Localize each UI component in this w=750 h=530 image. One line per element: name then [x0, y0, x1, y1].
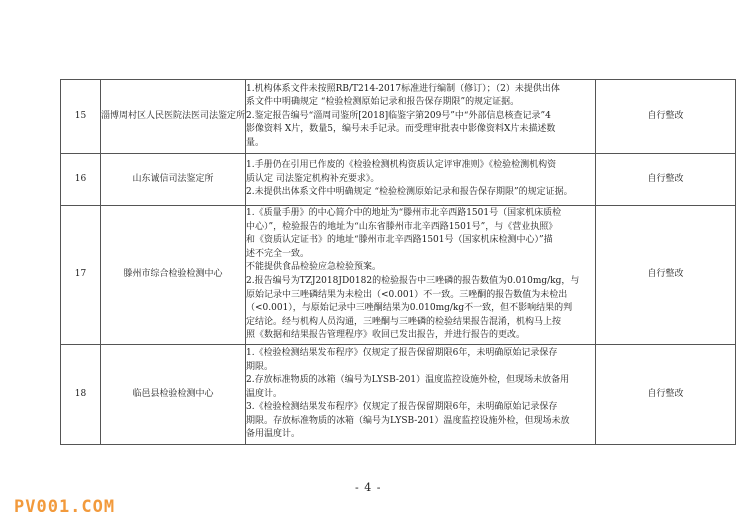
issue-line: 影像资料 X片，数量5，编号未手记录。而受理审批表中影像资料X片未描述数	[246, 124, 556, 135]
page-number: - 4 -	[355, 481, 382, 494]
issue-line: 述不完全一致。	[246, 248, 310, 259]
rectification-action: 自行整改	[596, 80, 736, 154]
row-number: 17	[61, 206, 101, 345]
issue-line: 备用温度计。	[246, 429, 301, 440]
issue-line: 2.鉴定报告编号“淄周司鉴所[2018]临鉴字第209号”中“外部信息核查记录”4	[246, 110, 551, 121]
table-row	[61, 154, 736, 206]
issue-line: 期限。存放标准物质的冰箱（编号为LYSB-201）温度监控设施外检，但现场未放	[246, 415, 570, 426]
issue-line: 1.手册仍在引用已作废的《检验检测机构资质认定评审准则》《检验检测机构资	[246, 160, 557, 171]
table-row	[61, 345, 736, 445]
organization-name: 临邑县检验检测中心	[101, 345, 246, 445]
rectification-action: 自行整改	[596, 154, 736, 206]
row-number: 18	[61, 345, 101, 445]
rectification-action: 自行整改	[596, 345, 736, 445]
issue-line: 中心）”，检验报告的地址为“山东省滕州市北辛西路1501号”，与《营业执照》	[246, 221, 558, 232]
watermark: PV001.COM	[14, 497, 116, 517]
issue-line: （<0.001），与原始记录中三唑酮结果为0.010mg/kg不一致，但不影响结果的判	[246, 303, 573, 314]
issue-line: 质认定 司法鉴定机构补充要求》。	[246, 173, 380, 184]
issue-line: 2.未提供出体系文件中明确规定 “检验检测原始记录和报告保存期限”的规定证据。	[246, 187, 573, 198]
table-row	[61, 80, 736, 154]
issue-line: 1.《质量手册》的中心简介中的地址为“滕州市北辛西路1501号（国家机床质检	[246, 208, 562, 219]
organization-name: 淄博周村区人民医院法医司法鉴定所	[101, 80, 246, 154]
issue-line: 原始记录中三唑磷结果为未检出（<0.001）不一致。三唑酮的报告数值为未检出	[246, 289, 568, 300]
table-row	[61, 206, 736, 345]
issue-description	[246, 345, 596, 445]
issue-line: 温度计。	[246, 388, 283, 399]
issue-description	[246, 154, 596, 206]
issue-line: 定结论。经与机构人员沟通，三唑酮与三唑磷的检验结果报告混淆，机构马上按	[246, 316, 562, 327]
issue-line: 照《数据和结果报告管理程序》收回已发出报告，并进行报告的更改。	[246, 330, 526, 341]
issue-line: 系文件中明确规定 “检验检测原始记录和报告保存期限”的规定证据。	[246, 97, 520, 108]
issue-description	[246, 80, 596, 154]
issue-line: 不能提供食品检验应急检验预案。	[246, 262, 382, 273]
issue-line: 2.存放标准物质的冰箱（编号为LYSB-201）温度监控设施外检，但现场未放备用	[246, 375, 570, 386]
rectification-action: 自行整改	[596, 206, 736, 345]
issue-line: 期限。	[246, 361, 274, 372]
inspection-results-table	[60, 79, 736, 445]
row-number: 15	[61, 80, 101, 154]
organization-name: 山东诚信司法鉴定所	[101, 154, 246, 206]
organization-name: 滕州市综合检验检测中心	[101, 206, 246, 345]
issue-line: 和《资质认定证书》的地址“滕州市北辛西路1501号（国家机床检测中心）”描	[246, 235, 553, 246]
issue-line: 1.《检验检测结果发布程序》仅规定了报告保留期限6年，未明确原始记录保存	[246, 347, 558, 358]
row-number: 16	[61, 154, 101, 206]
issue-line: 量。	[246, 137, 265, 148]
issue-line: 1.机构体系文件未按照RB/T214-2017标准进行编制（修订）；（2）未提供出体	[246, 83, 560, 94]
issue-description	[246, 206, 596, 345]
issue-line: 3.《检验检测结果发布程序》仅规定了报告保留期限6年，未明确原始记录保存	[246, 402, 558, 413]
issue-line: 2.报告编号为TZJ2018JD0182的检验报告中三唑磷的报告数值为0.010mg/kg，与	[246, 276, 580, 286]
